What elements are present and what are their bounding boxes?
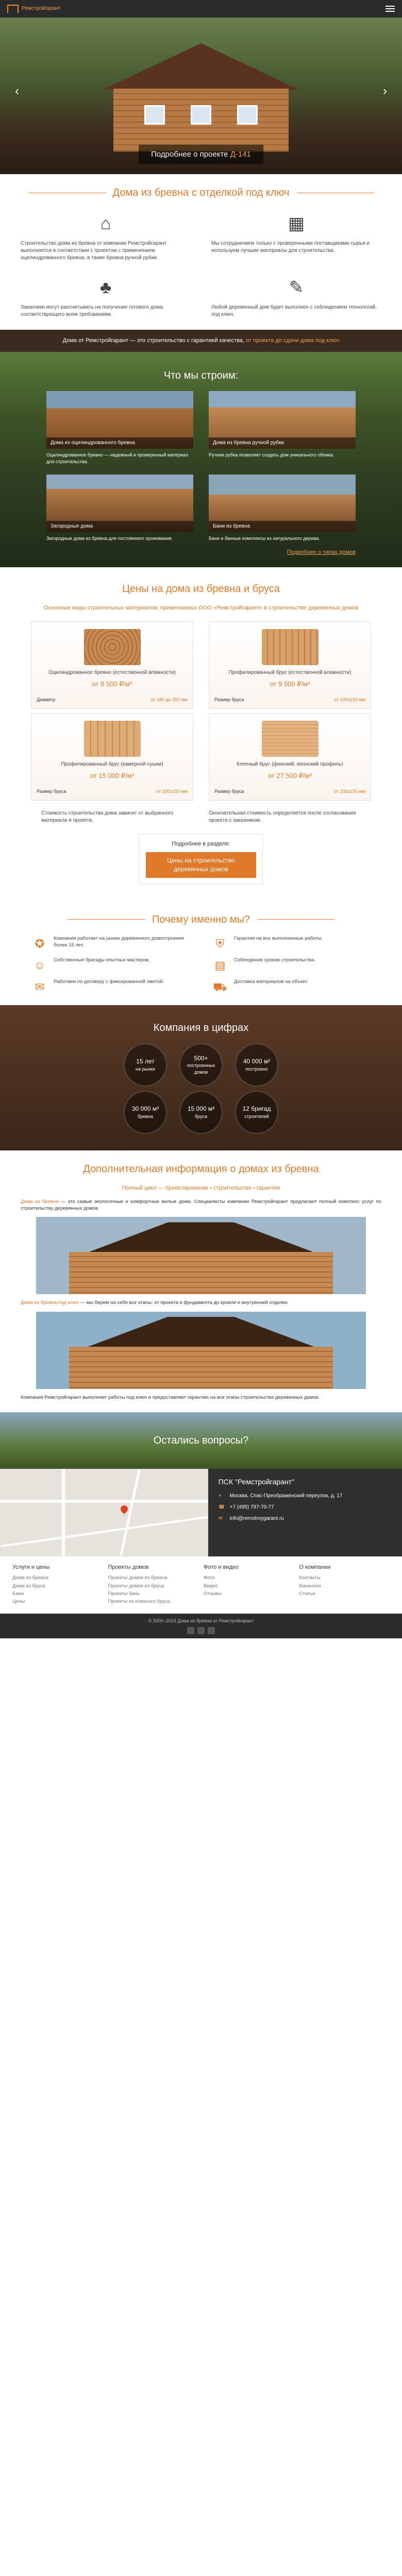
- phone[interactable]: +7 (495) 797-70-77: [229, 1504, 274, 1510]
- prices-cta-button[interactable]: Цены на строительство деревянных домов: [146, 852, 256, 878]
- project-desc: Загородные дома из бревна для постоянного проживания.: [46, 535, 173, 541]
- projects-grid: [0, 391, 402, 546]
- price-card[interactable]: [209, 621, 371, 709]
- why-text: Собственные бригады опытных мастеров.: [54, 957, 150, 963]
- contacts-banner: [0, 1412, 402, 1469]
- footer-column: Фото и видео Фото Видео Отзывы: [204, 1564, 294, 1606]
- intro-title: Дома из бревна с отделкой под ключ: [0, 185, 402, 200]
- calendar-icon: ▤: [214, 958, 226, 972]
- why-item: [211, 978, 371, 996]
- project-label: Загородные дома: [46, 521, 193, 532]
- project-image: [209, 474, 356, 532]
- price-name: Оцилиндрованное бревно (естественной влажности): [48, 669, 176, 675]
- footer-link[interactable]: Проекты из клееного бруса: [108, 1599, 170, 1605]
- why-grid: [0, 935, 402, 1005]
- why-text: Соблюдение сроков строительства.: [234, 957, 316, 963]
- price-value: от 15 000 ₽/м³: [90, 771, 135, 779]
- price-card[interactable]: [209, 713, 371, 801]
- stat-label: бревна: [138, 1113, 153, 1119]
- price-grid: [0, 621, 402, 801]
- size-value: от 180 до 320 мм: [150, 697, 188, 703]
- bottom-bar: [0, 1614, 402, 1639]
- feature-item: [21, 208, 191, 268]
- project-desc: Оцилиндрованное бревно — надежный и проверенный материал для строительства.: [46, 452, 189, 464]
- stat-label: построенных домов: [187, 1063, 215, 1075]
- footer-link[interactable]: Статьи: [299, 1591, 315, 1597]
- footer-links: [0, 1556, 402, 1614]
- footer-link[interactable]: Вакансии: [299, 1583, 321, 1589]
- stat-circle: [235, 1043, 278, 1087]
- why-item: [31, 935, 191, 953]
- feature-text: Любой деревянный дом будет выполнен с соблюдением технологий, под ключ.: [211, 304, 377, 317]
- prev-arrow-icon[interactable]: ‹: [15, 84, 19, 98]
- why-title: Почему именно мы?: [0, 912, 402, 927]
- project-item[interactable]: [46, 474, 193, 546]
- hero-cta-text: Подробнее о проекте: [151, 150, 228, 159]
- logo-mark-icon: [7, 5, 19, 13]
- feature-text: Строительство дома из бревна от компании Ремстройгарант выполняется в соответствии с проектом с применением оцилиндрованного бревна, а также бревна ручной рубки.: [21, 241, 167, 261]
- footer-link[interactable]: Фото: [204, 1575, 215, 1581]
- prices-cta-box: [139, 834, 263, 885]
- why-item: [211, 957, 371, 974]
- prices-section: [0, 567, 402, 901]
- footer-link[interactable]: Проекты домов из бревна: [108, 1575, 167, 1581]
- footer-link[interactable]: Дома из бревна: [12, 1575, 49, 1581]
- price-name: Профилированный брус (камерной сушки): [61, 761, 163, 767]
- banner-text: Дома от Ремстройгарант — это строительство с гарантией качества,: [62, 337, 244, 344]
- size-label: Диаметр: [37, 697, 56, 703]
- footer-column: Проекты домов Проекты домов из бревна Проекты домов из бруса Проекты бань Проекты из клееного бруса: [108, 1564, 199, 1606]
- blueprint-icon: ▦: [288, 214, 305, 234]
- vk-icon[interactable]: [187, 1627, 194, 1634]
- cta-caption: Подробнее в разделе:: [172, 840, 230, 847]
- menu-icon[interactable]: [386, 6, 395, 12]
- header: [0, 0, 402, 18]
- hero-cta-button[interactable]: [139, 145, 263, 164]
- feature-item: [211, 272, 381, 325]
- logo[interactable]: [7, 5, 60, 13]
- why-item: [211, 935, 371, 953]
- why-text: Доставка материалов на объект.: [234, 978, 309, 985]
- price-name: Профилированный брус (естественной влажности): [228, 669, 351, 675]
- next-arrow-icon[interactable]: ›: [383, 84, 387, 98]
- price-notes: [0, 801, 402, 834]
- email[interactable]: info@remstroygarant.ru: [229, 1515, 284, 1521]
- stat-circle: [179, 1043, 223, 1087]
- footer-link[interactable]: Цены: [12, 1599, 25, 1605]
- stat-value: 12 бригад: [242, 1105, 271, 1112]
- price-value: от 9 500 ₽/м³: [270, 680, 310, 688]
- company-name: ПСК "Ремстройгарант": [218, 1478, 295, 1486]
- footer-link[interactable]: Контакты: [299, 1575, 321, 1581]
- phone-icon: ☎: [218, 1504, 225, 1510]
- prices-title: Цены на дома из бревна и бруса: [122, 583, 280, 595]
- project-label: Бани из бревна: [209, 521, 356, 532]
- stat-label: построено: [245, 1066, 268, 1072]
- email-icon: ✉: [218, 1515, 223, 1521]
- more-paragraph: Дома из бревна под ключ — мы берем на себя все этапы: от проекта и фундамента до кровли и внутренней отделки.: [21, 1300, 289, 1306]
- why-item: [31, 978, 191, 996]
- price-note: Окончательная стоимость определяется после согласования проекта с заказчиком.: [209, 810, 356, 823]
- stats-title: Компания в цифрах: [153, 1022, 249, 1033]
- stat-label: бруса: [195, 1113, 207, 1119]
- stats-section: [0, 1005, 402, 1150]
- price-value: от 8 500 ₽/м³: [92, 680, 132, 688]
- project-image: [209, 391, 356, 449]
- team-icon: ☺: [34, 958, 46, 972]
- build-title: Что мы строим:: [163, 370, 239, 382]
- more-title: Дополнительная информация о домах из бревна: [83, 1163, 319, 1175]
- beam-image: [262, 629, 319, 665]
- contact-panel: [208, 1469, 402, 1556]
- stat-circle: [235, 1091, 278, 1134]
- size-label: Размер бруса: [214, 788, 244, 794]
- truck-icon: ⛟: [213, 980, 227, 993]
- feature-item: [21, 272, 191, 325]
- project-item[interactable]: [46, 391, 193, 469]
- project-item[interactable]: [209, 391, 356, 469]
- youtube-icon[interactable]: [208, 1627, 215, 1634]
- contacts-title: Остались вопросы?: [153, 1435, 249, 1447]
- features-grid: [0, 208, 402, 325]
- price-name: Клееный брус (финский, японский профиль): [237, 761, 343, 767]
- more-types-link[interactable]: Подробнее о типах домов: [287, 549, 356, 556]
- project-item[interactable]: [209, 474, 356, 546]
- stat-value: 30 000 м³: [131, 1105, 159, 1112]
- more-paragraph: Дома из бревна — это самые экологичные и комфортные жилые дома. Специалисты компании Ремстройгарант предлагают полный комплекс услуг по строительству деревянных домов.: [21, 1198, 381, 1212]
- footer-link[interactable]: Бани: [12, 1591, 24, 1597]
- hero-slider: [0, 18, 402, 174]
- why-text: Работаем по договору с фиксированной сметой.: [54, 978, 164, 985]
- facebook-icon[interactable]: [197, 1627, 205, 1634]
- why-text: Гарантия на все выполненные работы.: [234, 935, 323, 941]
- glued-beam-image: [262, 721, 319, 757]
- size-value: от 100х150 мм: [334, 697, 365, 703]
- hero-house-image: [88, 43, 314, 151]
- footer-column: Услуги и цены Дома из бревна Дома из бруса Бани Цены: [12, 1564, 103, 1606]
- footer-link[interactable]: Видео: [204, 1583, 218, 1589]
- price-card[interactable]: [31, 713, 193, 801]
- stat-circle: [179, 1091, 223, 1134]
- footer-link[interactable]: Проекты бань: [108, 1591, 140, 1597]
- house-photo: [36, 1312, 366, 1389]
- medal-icon: ✪: [35, 937, 45, 950]
- footer-link[interactable]: Отзывы: [204, 1591, 222, 1597]
- stat-value: 15 лет: [136, 1057, 155, 1065]
- project-image: [46, 391, 193, 449]
- price-note: Стоимость строительства дома зависит от выбранного материала и проекта.: [41, 810, 174, 823]
- price-value: от 27 500 ₽/м³: [267, 771, 312, 779]
- map-pin-icon[interactable]: [119, 1504, 129, 1515]
- feature-item: [211, 208, 381, 268]
- project-desc: Ручная рубка позволяет создать дом уникального облика.: [209, 452, 334, 458]
- feature-text: Заказчики могут рассчитывать на получение готового дома, соответствующего всем требованиям.: [21, 304, 164, 317]
- more-closing: Компания Ремстройгарант выполняет работы под ключ и предоставляет гарантию на все этапы строительства деревянных домов.: [21, 1394, 320, 1400]
- project-label: Дома из бревна ручной рубки: [209, 437, 356, 449]
- footer-column: О компании Контакты Вакансии Статьи: [299, 1564, 390, 1606]
- size-label: Размер бруса: [214, 697, 244, 703]
- stat-value: 15 000 м³: [187, 1105, 215, 1112]
- stat-circle: [124, 1091, 167, 1134]
- size-value: от 100х150 мм: [334, 788, 365, 794]
- more-tabs[interactable]: Полный цикл — проектирование • строительство • гарантия: [122, 1184, 280, 1191]
- social-icons: [4, 1627, 398, 1634]
- beam-image: [84, 721, 141, 757]
- copyright: © 2000–2023 Дома из бревна от Ремстройгарант: [148, 1618, 254, 1623]
- house-photo: [36, 1217, 366, 1294]
- hero-cta-highlight: Д-141: [230, 150, 251, 159]
- footer-link[interactable]: Дома из бруса: [12, 1583, 45, 1589]
- banner-highlight: от проекта до сдачи дома под ключ: [246, 337, 340, 344]
- footer-link[interactable]: Проекты домов из бруса: [108, 1583, 164, 1589]
- doc-icon: ✉: [35, 980, 45, 993]
- prices-intro: Основные виды строительных материалов, применяемых ООО «Ремстройгарант» в строительстве деревянных домов: [43, 604, 359, 611]
- intro-banner: [0, 330, 402, 352]
- contacts-row: [0, 1469, 402, 1556]
- stat-value: 40 000 м²: [243, 1057, 271, 1065]
- feature-text: Мы сотрудничаем только с проверенными поставщиками сырья и используем лучшие материалы для строительства.: [211, 241, 370, 253]
- stat-label: на рынке: [136, 1066, 155, 1072]
- house-crane-icon: ⌂: [100, 214, 111, 234]
- size-label: Размер бруса: [37, 788, 66, 794]
- address: Москва, Спас-Преображенский переулок, д. 17: [229, 1493, 343, 1499]
- price-card[interactable]: [31, 621, 193, 709]
- size-value: от 100х150 мм: [156, 788, 188, 794]
- build-section: [0, 352, 402, 567]
- stat-label: строителей: [244, 1113, 269, 1119]
- shield-icon: ⛨: [215, 937, 225, 950]
- project-desc: Бани и банные комплексы из натурального дерева.: [209, 535, 320, 541]
- why-item: [31, 957, 191, 974]
- stat-value: 500+: [194, 1054, 208, 1062]
- map[interactable]: [0, 1469, 208, 1556]
- project-label: Дома из оцилиндрованного бревна: [46, 437, 193, 449]
- logo-text: Ремстройгарант: [22, 6, 61, 11]
- why-text: Компания работает на рынке деревянного домостроения более 15 лет.: [54, 935, 185, 948]
- stat-circle: [124, 1043, 167, 1087]
- tools-icon: ✎: [289, 278, 304, 298]
- location-icon: ⌖: [218, 1493, 222, 1499]
- project-image: [46, 474, 193, 532]
- log-image: [84, 629, 141, 665]
- tree-icon: ♣: [99, 278, 112, 298]
- more-section: [0, 1184, 402, 1413]
